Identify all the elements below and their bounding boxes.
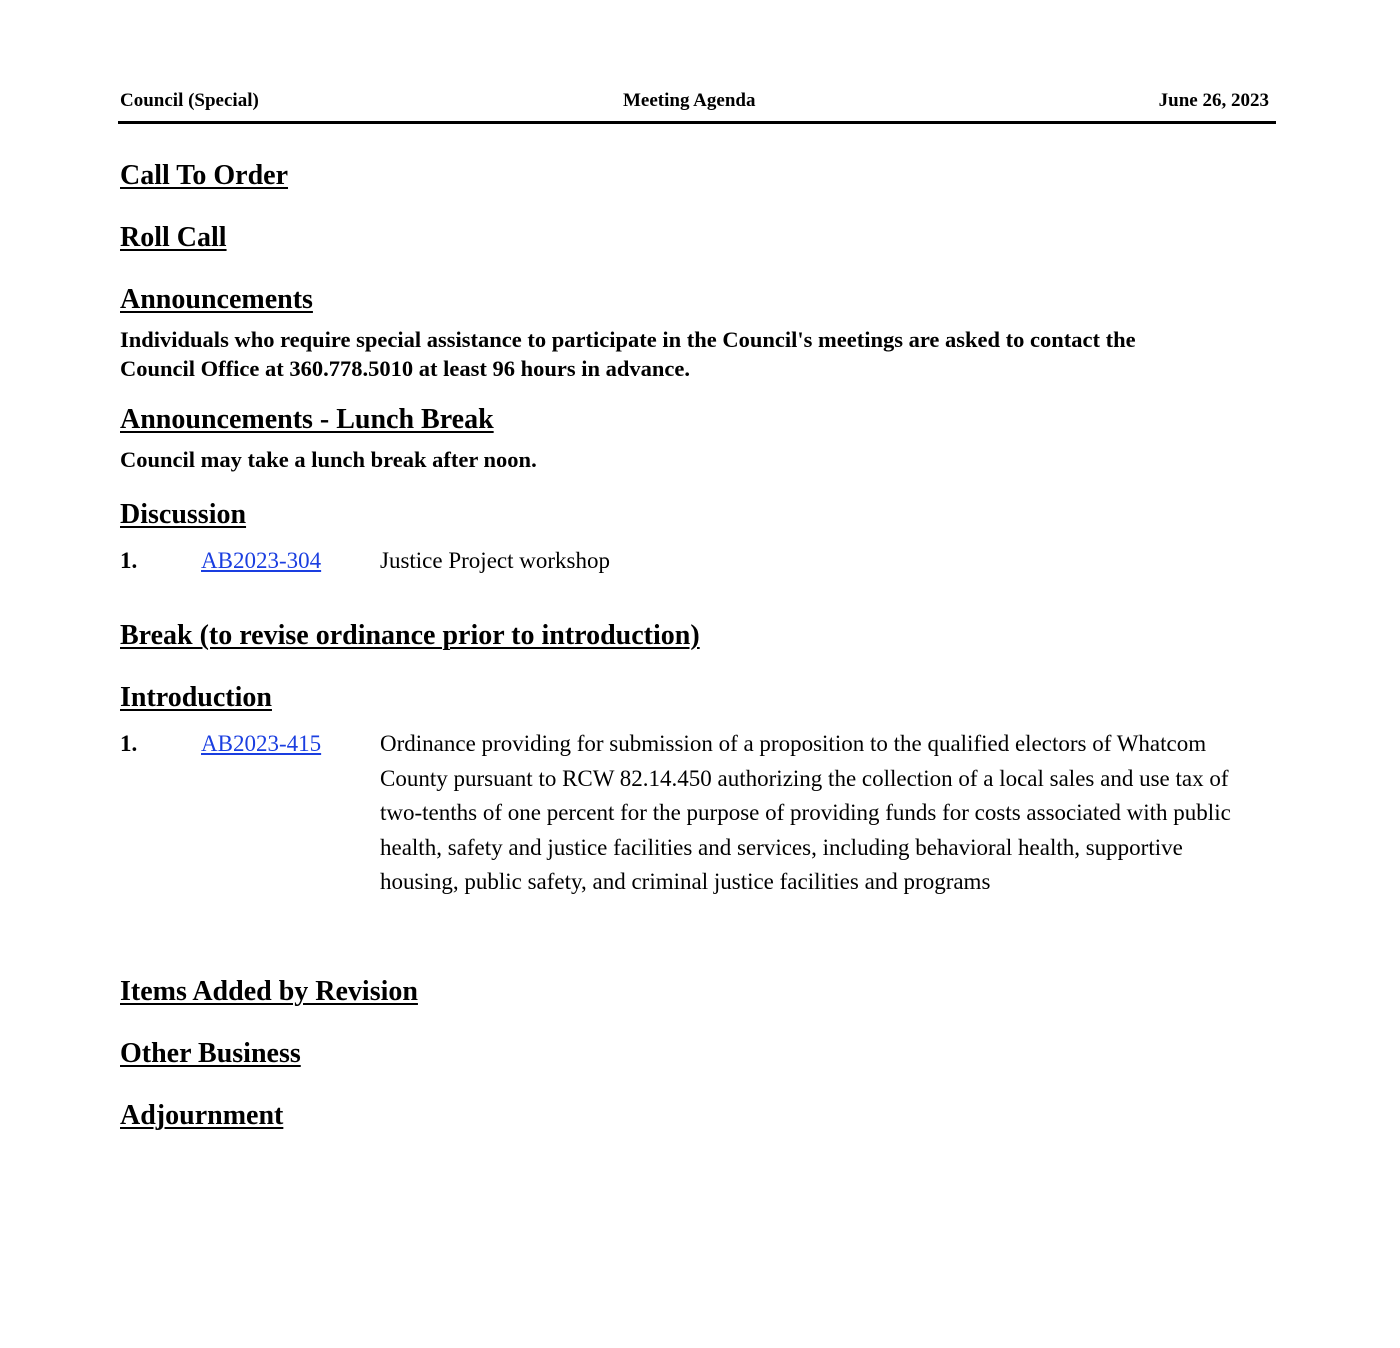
item-description: Ordinance providing for submission of a proposition to the qualified electors of Whatcom County pursuant to RCW 82.14.450 authorizing the collection of a local sales and use tax of two-tenths of one percent for the purpose of providing funds for costs associated with public health, safety and justice facilities and services, including behavioral health, supportive housing, public safety, and criminal justice facilities and programs [380,731,1231,894]
heading-items-added-by-revision: Items Added by Revision [120,976,418,1007]
header-divider [118,121,1276,124]
announcements-text: Individuals who require special assistance to participate in the Council's meetings are asked to contact the Council Office at 360.778.5010 at least 96 hours in advance. [120,327,1136,381]
heading-discussion: Discussion [120,499,247,530]
page-header [120,90,1276,114]
heading-call-to-order: Call To Order [120,160,289,191]
item-number: 1. [120,731,138,756]
heading-adjournment: Adjournment [120,1100,284,1131]
header-body-name: Council (Special) [120,90,259,111]
heading-roll-call: Roll Call [120,222,227,253]
heading-other-business: Other Business [120,1038,301,1069]
file-link-ab2023-304[interactable]: AB2023-304 [201,548,322,573]
heading-break: Break (to revise ordinance prior to introduction) [120,620,700,651]
file-link-ab2023-415[interactable]: AB2023-415 [201,731,322,756]
heading-introduction: Introduction [120,682,272,713]
lunch-break-text: Council may take a lunch break after noon. [120,447,537,472]
header-doc-type: Meeting Agenda [623,90,756,111]
heading-lunch-break: Announcements - Lunch Break [120,404,494,435]
item-number: 1. [120,548,138,573]
heading-announcements: Announcements [120,284,313,315]
item-description: Justice Project workshop [380,548,610,573]
header-date: June 26, 2023 [1158,90,1269,111]
